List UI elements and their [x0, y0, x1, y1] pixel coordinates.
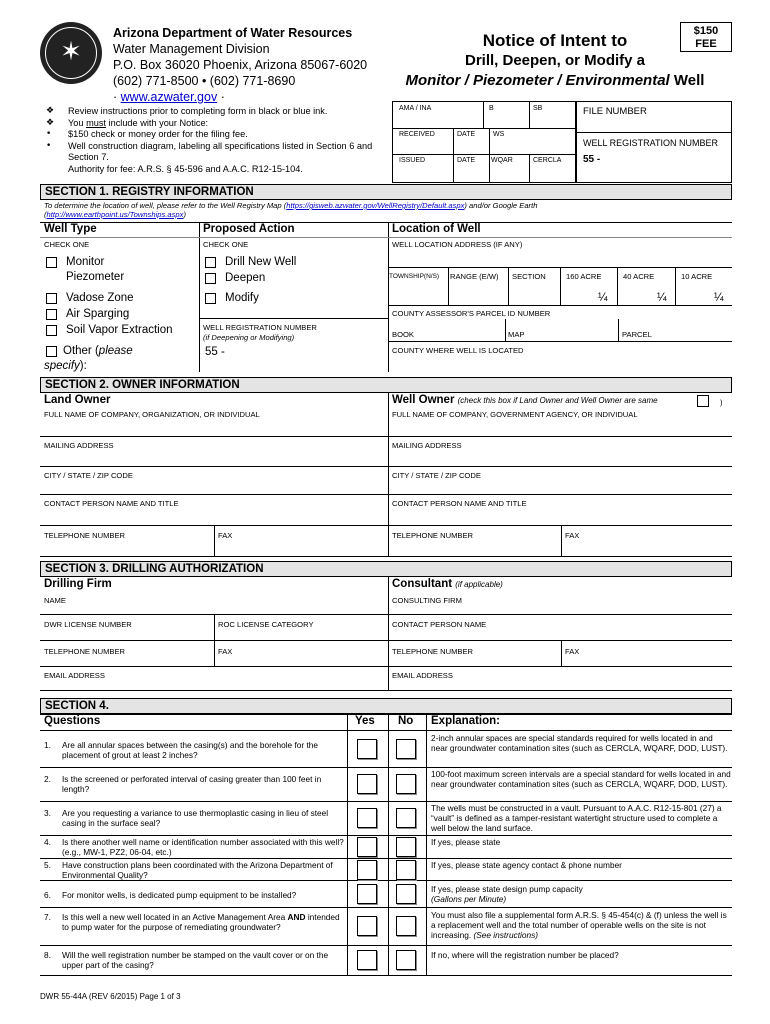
well-address-label: WELL LOCATION ADDRESS (IF ANY): [392, 240, 523, 249]
dot-bullet-icon: •: [46, 140, 52, 151]
date-label: DATE: [457, 157, 476, 164]
received-label: RECEIVED: [399, 131, 435, 138]
well-fax-label: FAX: [565, 531, 580, 540]
well-contact-label: CONTACT PERSON NAME AND TITLE: [392, 499, 527, 508]
section-1-header: SECTION 1. REGISTRY INFORMATION: [40, 184, 732, 200]
well-type-heading: Well Type: [44, 223, 97, 235]
section-2-header: SECTION 2. OWNER INFORMATION: [40, 377, 732, 393]
firm-fax-label: FAX: [218, 647, 233, 656]
q4-yes-checkbox[interactable]: [357, 837, 377, 857]
quarter-40: ¼: [657, 292, 667, 304]
air-sparging-checkbox[interactable]: [46, 309, 57, 320]
book-label: BOOK: [392, 330, 414, 339]
land-city-label: CITY / STATE / ZIP CODE: [44, 471, 133, 480]
q2-no-checkbox[interactable]: [396, 774, 416, 794]
q1-yes-checkbox[interactable]: [357, 739, 377, 759]
firm-email-label: EMAIL ADDRESS: [44, 671, 105, 680]
ama-label: AMA / INA: [399, 105, 432, 112]
well-registration-label: WELL REGISTRATION NUMBER: [583, 138, 719, 148]
check-one-label: CHECK ONE: [44, 240, 90, 249]
question-3: 3. Are you requesting a variance to use thermoplastic casing in lieu of steel casing in the surface seal?: [44, 808, 329, 828]
instruction-5: Authority for fee: A.R.S. § 45-596 and A.A.C. R12-15-104.: [68, 163, 303, 174]
soil-vapor-label: Soil Vapor Extraction: [66, 324, 173, 336]
other-label: Other (please: [63, 345, 133, 357]
q3-no-checkbox[interactable]: [396, 808, 416, 828]
registry-note: To determine the location of well, please refer to the Well Registry Map (https://gisweb.azwater.gov/WellRegistry/Default.aspx) and/or Google Earth (http://www.earthpoint.us/Townships.aspx): [44, 201, 538, 219]
dot-bullet-icon: •: [46, 129, 52, 140]
agency-address: P.O. Box 36020 Phoenix, Arizona 85067-6020: [113, 58, 368, 72]
questions-heading: Questions: [44, 715, 101, 727]
land-mailing-label: MAILING ADDRESS: [44, 441, 114, 450]
instruction-2: ❖ You must include with your Notice:: [46, 117, 209, 128]
explanation-3: The wells must be constructed in a vault. Pursuant to A.A.C. R12-15-801 (27) a “vault” is defined as a tamper-resistant watertight structure used to complete a well below the land surface.: [431, 803, 722, 833]
office-use-box: [392, 101, 576, 183]
land-phone-label: TELEPHONE NUMBER: [44, 531, 126, 540]
other-checkbox[interactable]: [46, 346, 57, 357]
website-link[interactable]: www.azwater.gov: [120, 90, 218, 104]
proposed-action-heading: Proposed Action: [203, 223, 295, 235]
map-label: MAP: [508, 330, 525, 339]
section-4-header: SECTION 4.: [40, 698, 732, 714]
q4-no-checkbox[interactable]: [396, 837, 416, 857]
q7-no-checkbox[interactable]: [396, 916, 416, 936]
division: Water Management Division: [113, 42, 270, 56]
consultant-email-label: EMAIL ADDRESS: [392, 671, 453, 680]
star-icon: ✶: [60, 37, 82, 67]
explanation-heading: Explanation:: [431, 715, 501, 727]
q5-no-checkbox[interactable]: [396, 860, 416, 880]
land-contact-label: CONTACT PERSON NAME AND TITLE: [44, 499, 179, 508]
land-owner-name-label: FULL NAME OF COMPANY, ORGANIZATION, OR INDIVIDUAL: [44, 410, 260, 419]
firm-name-label: NAME: [44, 596, 66, 605]
question-8: 8. Will the well registration number be stamped on the vault cover or on the upper part of the casing?: [44, 950, 329, 970]
q6-no-checkbox[interactable]: [396, 884, 416, 904]
soil-vapor-checkbox[interactable]: [46, 325, 57, 336]
explanation-8: If no, where will the registration number be placed?: [431, 950, 619, 960]
air-sparging-label: Air Sparging: [66, 308, 130, 320]
b-label: B: [489, 105, 494, 112]
instruction-1: ❖ Review instructions prior to completing form in black or blue ink.: [46, 106, 328, 116]
drill-new-label: Drill New Well: [225, 256, 297, 268]
question-7: 7. Is this well a new well located in an Active Management Area AND intended to pump water for the purpose of remediating groundwater?: [44, 912, 340, 932]
vadose-zone-checkbox[interactable]: [46, 293, 57, 304]
agency-seal-logo: [40, 22, 102, 84]
explanation-5: If yes, please state agency contact & phone number: [431, 860, 622, 870]
consulting-firm-label: CONSULTING FIRM: [392, 596, 462, 605]
question-5: 5. Have construction plans been coordinated with the Arizona Department of Environmental Quality?: [44, 860, 333, 880]
yes-heading: Yes: [355, 715, 375, 727]
modify-label: Modify: [225, 292, 259, 304]
quarter-10: ¼: [714, 292, 724, 304]
website-line: · www.azwater.gov ·: [113, 90, 225, 104]
fee-box: $150 FEE: [680, 22, 732, 52]
ws-label: WS: [493, 131, 505, 138]
quarter-160: ¼: [598, 292, 608, 304]
sb-label: SB: [533, 105, 543, 112]
question-2: 2. Is the screened or perforated interval of casing greater than 100 feet in length?: [44, 774, 322, 794]
location-heading: Location of Well: [392, 223, 481, 235]
drilling-firm-heading: Drilling Firm: [44, 578, 112, 590]
paren-close: ): [720, 398, 723, 407]
modify-checkbox[interactable]: [205, 293, 216, 304]
q6-yes-checkbox[interactable]: [357, 884, 377, 904]
no-heading: No: [398, 715, 414, 727]
well-mailing-label: MAILING ADDRESS: [392, 441, 462, 450]
well-registration-prefix: 55 -: [583, 154, 601, 165]
issued-label: ISSUED: [399, 157, 426, 164]
agency-name: Arizona Department of Water Resources: [113, 26, 353, 40]
acre160-label: 160 ACRE: [566, 272, 602, 281]
land-fax-label: FAX: [218, 531, 233, 540]
consultant-fax-label: FAX: [565, 647, 580, 656]
date-label: DATE: [457, 131, 476, 138]
instruction-3: • $150 check or money order for the filing fee.: [46, 129, 248, 140]
q1-no-checkbox[interactable]: [396, 739, 416, 759]
question-6: 6. For monitor wells, is dedicated pump equipment to be installed?: [44, 890, 297, 900]
parcel-label: PARCEL: [622, 330, 652, 339]
well-owner-name-label: FULL NAME OF COMPANY, GOVERNMENT AGENCY, OR INDIVIDUAL: [392, 410, 638, 419]
wrn-note: (if Deepening or Modifying): [203, 333, 295, 342]
well-owner-heading: Well Owner (check this box if Land Owner and Well Owner are same: [392, 394, 658, 406]
file-number-label: FILE NUMBER: [583, 106, 647, 117]
acre10-label: 10 ACRE: [681, 272, 713, 281]
same-owner-checkbox[interactable]: [697, 395, 709, 407]
diamond-bullet-icon: ❖: [46, 106, 55, 116]
registry-map-link[interactable]: https://gisweb.azwater.gov/WellRegistry/Default.aspx: [286, 201, 465, 210]
form-title: Notice of Intent to Drill, Deepen, or Modify a Monitor / Piezometer / Environmental Well: [405, 31, 705, 89]
diamond-bullet-icon: ❖: [46, 117, 55, 128]
county-label: COUNTY WHERE WELL IS LOCATED: [392, 346, 524, 355]
explanation-2: 100-foot maximum screen intervals are a special standard for wells located in and near groundwater contamination sites (such as CERCLA, WQARF, DOD, LUST).: [431, 769, 731, 789]
q5-yes-checkbox[interactable]: [357, 860, 377, 880]
file-number-box: [576, 101, 732, 183]
instructions: [40, 106, 385, 176]
q2-yes-checkbox[interactable]: [357, 774, 377, 794]
explanation-7: You must also file a supplemental form A.R.S. § 45-454(c) & (f) unless the well is a replacement well and the total number of operable wells on the site is not increasing. (See instructions): [431, 910, 727, 940]
explanation-6: If yes, please state design pump capacity (Gallons per Minute): [431, 884, 583, 904]
consultant-contact-label: CONTACT PERSON NAME: [392, 620, 487, 629]
section-3-header: SECTION 3. DRILLING AUTHORIZATION: [40, 561, 732, 577]
vadose-zone-label: Vadose Zone: [66, 292, 134, 304]
consultant-heading: Consultant (if applicable): [392, 578, 503, 590]
deepen-label: Deepen: [225, 272, 266, 284]
question-1: 1. Are all annular spaces between the casing(s) and the borehole for the placement of grout at least 2 inches?: [44, 740, 318, 760]
drill-new-checkbox[interactable]: [205, 257, 216, 268]
earthpoint-link[interactable]: http://www.earthpoint.us/Townships.aspx: [46, 210, 184, 219]
dwr-license-label: DWR LICENSE NUMBER: [44, 620, 132, 629]
wrn-prefix: 55 -: [205, 346, 225, 358]
roc-license-label: ROC LICENSE CATEGORY: [218, 620, 314, 629]
wqar-label: WQAR: [491, 157, 513, 164]
monitor-checkbox[interactable]: [46, 257, 57, 268]
q7-yes-checkbox[interactable]: [357, 916, 377, 936]
agency-block: [113, 25, 367, 105]
piezometer-label: Piezometer: [66, 271, 125, 283]
instruction-4: • Well construction diagram, labeling all specifications listed in Section 6 and Section 7.: [46, 140, 373, 163]
range-label: RANGE (E/W): [450, 272, 499, 281]
explanation-4: If yes, please state: [431, 837, 501, 847]
q8-no-checkbox[interactable]: [396, 950, 416, 970]
township-label: TOWNSHIP(N/S): [389, 273, 440, 280]
q8-yes-checkbox[interactable]: [357, 950, 377, 970]
deepen-checkbox[interactable]: [205, 273, 216, 284]
wrn-label: WELL REGISTRATION NUMBER: [203, 323, 317, 332]
consultant-phone-label: TELEPHONE NUMBER: [392, 647, 474, 656]
well-phone-label: TELEPHONE NUMBER: [392, 531, 474, 540]
form-footer: DWR 55-44A (REV 6/2015) Page 1 of 3: [40, 992, 181, 1001]
firm-phone-label: TELEPHONE NUMBER: [44, 647, 126, 656]
check-one-label: CHECK ONE: [203, 240, 249, 249]
cercla-label: CERCLA: [533, 157, 562, 164]
acre40-label: 40 ACRE: [623, 272, 655, 281]
land-owner-heading: Land Owner: [44, 394, 111, 406]
q3-yes-checkbox[interactable]: [357, 808, 377, 828]
section-label: SECTION: [512, 272, 546, 281]
other-specify-label: specify):: [44, 360, 87, 372]
well-city-label: CITY / STATE / ZIP CODE: [392, 471, 481, 480]
agency-phone: (602) 771-8500 • (602) 771-8690: [113, 74, 296, 88]
monitor-label: Monitor: [66, 256, 105, 268]
explanation-1: 2-inch annular spaces are special standards required for wells located in and near groundwater contamination sites (such as CERCLA, WQARF, DOD, LUST).: [431, 733, 728, 753]
parcel-id-label: COUNTY ASSESSOR'S PARCEL ID NUMBER: [392, 309, 551, 318]
question-4: 4. Is there another well name or identification number associated with this well? (e.g., MW-1, PZ2, 06-04, etc.): [44, 837, 344, 857]
